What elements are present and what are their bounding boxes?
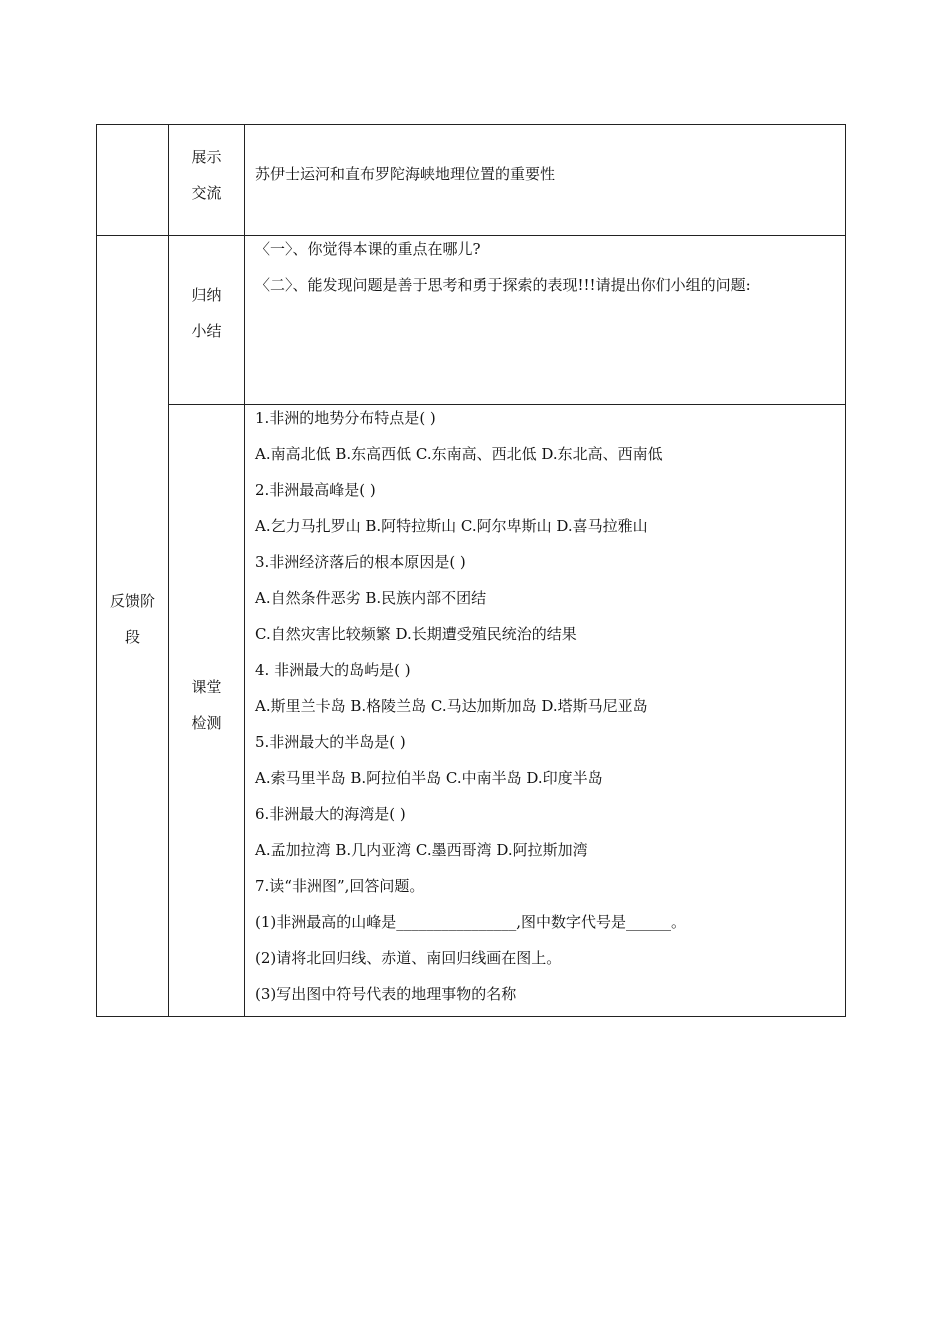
quiz-line: A.索马里半岛 B.阿拉伯半岛 C.中南半岛 D.印度半岛: [255, 769, 603, 787]
display-content: [255, 156, 555, 192]
quiz-line: A.斯里兰卡岛 B.格陵兰岛 C.马达加斯加岛 D.塔斯马尼亚岛: [255, 697, 648, 715]
quiz-line: (3)写出图中符号代表的地理事物的名称: [255, 985, 517, 1003]
quiz-line: 6.非洲最大的海湾是( ): [255, 805, 406, 823]
section-label-display: [169, 139, 244, 211]
section-label-line: 课堂: [191, 678, 222, 696]
quiz-line: (2)请将北回归线、赤道、南回归线画在图上。: [255, 949, 562, 967]
section-label-quiz: [169, 669, 244, 741]
section-label-line: 小结: [191, 322, 222, 340]
quiz-line: A.乞力马扎罗山 B.阿特拉斯山 C.阿尔卑斯山 D.喜马拉雅山: [255, 517, 648, 535]
summary-prompt: 〈二〉、能发现问题是善于思考和勇于探索的表现!!!请提出你们小组的问题:: [255, 276, 751, 294]
quiz-line: A.自然条件恶劣 B.民族内部不团结: [255, 589, 487, 607]
summary-prompt: 〈一〉、你觉得本课的重点在哪儿?: [255, 240, 481, 258]
quiz-line: 3.非洲经济落后的根本原因是( ): [255, 553, 466, 571]
column-divider-1: [168, 125, 169, 1016]
quiz-content: [255, 400, 686, 1012]
quiz-line: 7.读“非洲图”,回答问题。: [255, 877, 425, 895]
section-label-line: 归纳: [191, 286, 222, 304]
quiz-line: 4. 非洲最大的岛屿是( ): [255, 661, 411, 679]
section-label-summary: [169, 277, 244, 349]
stage-label-line: 反馈阶: [109, 592, 155, 610]
quiz-line: 1.非洲的地势分布特点是( ): [255, 409, 436, 427]
section-label-line: 检测: [191, 714, 222, 732]
quiz-line: C.自然灾害比较频繁 D.长期遭受殖民统治的结果: [255, 625, 577, 643]
column-divider-2: [244, 125, 245, 1016]
section-label-line: 展示: [191, 148, 222, 166]
quiz-line: A.孟加拉湾 B.几内亚湾 C.墨西哥湾 D.阿拉斯加湾: [255, 841, 588, 859]
content-line: 苏伊士运河和直布罗陀海峡地理位置的重要性: [255, 165, 556, 183]
quiz-line: A.南高北低 B.东高西低 C.东南高、西北低 D.东北高、西南低: [255, 445, 663, 463]
quiz-line: 2.非洲最高峰是( ): [255, 481, 376, 499]
section-label-line: 交流: [191, 184, 222, 202]
stage-label-line: 段: [124, 628, 140, 646]
summary-content: [255, 231, 855, 303]
stage-label-feedback: [97, 583, 168, 655]
lesson-table: [96, 124, 846, 1017]
quiz-line: 5.非洲最大的半岛是( ): [255, 733, 406, 751]
quiz-line: (1)非洲最高的山峰是________________,图中数字代号是______。: [255, 913, 687, 931]
